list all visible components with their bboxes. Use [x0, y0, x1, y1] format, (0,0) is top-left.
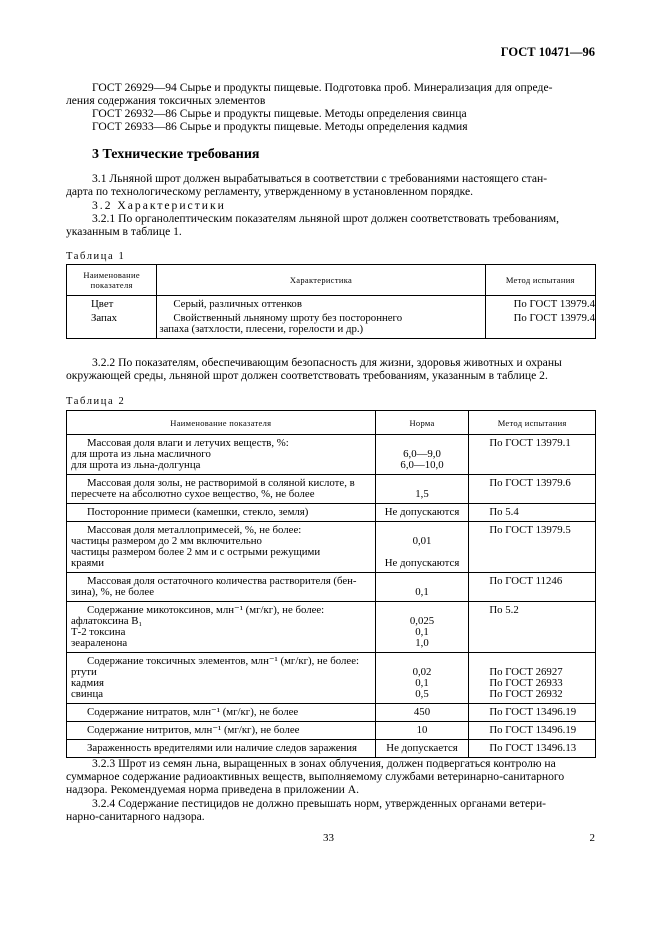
table2-row [67, 475, 596, 504]
table2-cell-norm [375, 722, 469, 740]
table2-cell-line: По ГОСТ 13496.19 [489, 724, 577, 736]
table2-cell-line: для шрота из льна-долгунца [71, 459, 201, 471]
table2-cell-line: По ГОСТ 13496.19 [489, 706, 577, 718]
table2-cell-line: зеараленона [71, 637, 128, 649]
section-title: 3 Технические требования [92, 147, 260, 162]
table2-cell-line [489, 616, 595, 627]
table2-cell-line: 0,01 [412, 535, 432, 547]
table2-cell-method [469, 573, 596, 602]
table2-cell-name [67, 722, 376, 740]
table2-cell-line [489, 627, 595, 638]
page-number: 33 [323, 832, 334, 844]
table2-cell-line: Содержание нитратов, млн⁻¹ (мг/кг), не более [87, 706, 299, 718]
table2-cell-line: пересчете на абсолютно сухое вещество, %, не более [71, 488, 315, 500]
table2-cell-line: зина), %, не более [71, 586, 154, 598]
table2-cell-line: Т-2 токсина [71, 626, 126, 638]
table2-cell-line [489, 587, 595, 598]
table2-cell-line: Массовая доля металлопримесей, %, не более: [87, 524, 302, 536]
paragraph-3-2-4: 3.2.4 Содержание пестицидов не должно превышать норм, утвержденных органами ветери- [92, 797, 547, 810]
table2-cell-line: Не допускаются [384, 557, 460, 569]
table2-cell-line [489, 536, 595, 547]
table2-cell-line: По ГОСТ 13979.5 [489, 524, 571, 536]
table2-cell-line [489, 449, 595, 460]
table2-cell-line: 0,1 [415, 626, 429, 638]
paragraph-3-2-1: 3.2.1 По органолептическим показателям льняной шрот должен соответствовать требованиям, [92, 212, 559, 225]
table2-cell-line: частицы размером до 2 мм включительно [71, 535, 262, 547]
paragraph-3-2-3: суммарное содержание радиоактивных веществ, выполняемому службами ветеринарно-санитарного [66, 770, 565, 783]
table2-cell-method [469, 522, 596, 573]
table2-cell-line: Содержание токсичных элементов, млн⁻¹ (мг/кг), не более: [87, 655, 359, 667]
table2-cell-method [469, 602, 596, 653]
table2-cell-method [469, 504, 596, 522]
table2-cell-line: Не допускается [386, 742, 458, 754]
table2-row [67, 522, 596, 573]
table2-cell-line: 1,0 [415, 637, 429, 649]
table2-cell-method [469, 740, 596, 758]
table2-cell-line: краями [71, 557, 105, 569]
table2-cell-line: По 5.2 [489, 604, 519, 616]
table2-cell-line: 0,1 [415, 586, 429, 598]
table2-cell-method [469, 435, 596, 475]
table2-row [67, 602, 596, 653]
table-2 [66, 410, 596, 758]
table1-cell-method: По ГОСТ 13979.4 [485, 296, 595, 311]
paragraph-3-2-4: нарно-санитарного надзора. [66, 810, 205, 823]
table2-cell-name [67, 653, 376, 704]
table2-row [67, 740, 596, 758]
ref-line: ГОСТ 26933—86 Сырье и продукты пищевые. Методы определения кадмия [92, 120, 468, 133]
table2-cell-line [489, 489, 595, 500]
table1-header-characteristic: Характеристика [157, 265, 485, 296]
table2-cell-line: частицы размером более 2 мм и с острыми режущими [71, 546, 321, 558]
table2-cell-line: По ГОСТ 13979.1 [489, 437, 571, 449]
paragraph-3-2-1: указанным в таблице 1. [66, 225, 182, 238]
table2-cell-name [67, 740, 376, 758]
paragraph-3-1: дарта по технологическому регламенту, утвержденному в установленном порядке. [66, 185, 474, 198]
table2-cell-line: По ГОСТ 26927 [489, 666, 563, 678]
table2-cell-line: По ГОСТ 11246 [489, 575, 563, 587]
table2-cell-line: По ГОСТ 13979.6 [489, 477, 571, 489]
table1-cell-value: Серый, различных оттенков [157, 296, 485, 311]
table2-cell-method [469, 653, 596, 704]
table2-cell-name [67, 573, 376, 602]
table2-cell-name [67, 602, 376, 653]
table2-cell-line: По ГОСТ 26932 [489, 688, 563, 700]
table2-cell-line [489, 558, 595, 569]
table2-cell-line: Посторонние примеси (камешки, стекло, земля) [87, 506, 309, 518]
table2-cell-line: афлатоксина B₁ [71, 615, 143, 627]
paragraph-3-2: 3.2 Характеристики [92, 199, 226, 212]
table2-cell-line: По 5.4 [489, 506, 519, 518]
table1-cell-name: Запах [67, 310, 157, 339]
table2-cell-line: 0,025 [409, 615, 435, 627]
table2-cell-norm [375, 653, 469, 704]
table2-cell-line: Содержание нитритов, млн⁻¹ (мг/кг), не более [87, 724, 300, 736]
table2-cell-line: По ГОСТ 26933 [489, 677, 563, 689]
table2-cell-norm [375, 504, 469, 522]
document-header: ГОСТ 10471—96 [500, 45, 595, 59]
ref-line: ГОСТ 26929—94 Сырье и продукты пищевые. Подготовка проб. Минерализация для опреде- [92, 81, 553, 94]
table2-cell-method [469, 704, 596, 722]
table2-header-method: Метод испытания [469, 411, 596, 435]
paragraph-3-2-3: надзора. Рекомендуемая норма приведена в приложении А. [66, 783, 359, 796]
table1-header-name: Наименование показателя [67, 265, 157, 296]
table2-cell-name [67, 504, 376, 522]
table2-cell-line [489, 460, 595, 471]
table2-cell-norm [375, 573, 469, 602]
table2-cell-line: 0,02 [412, 666, 432, 678]
table2-cell-norm [375, 602, 469, 653]
table2-cell-method [469, 475, 596, 504]
table2-cell-name [67, 522, 376, 573]
table2-cell-line: Массовая доля остаточного количества растворителя (бен- [87, 575, 357, 587]
table2-cell-line: Массовая доля золы, не растворимой в соляной кислоте, в [87, 477, 355, 489]
table2-row [67, 722, 596, 740]
table2-cell-line: 1,5 [415, 488, 429, 500]
table2-cell-line: Содержание микотоксинов, млн⁻¹ (мг/кг), не более: [87, 604, 325, 616]
table2-cell-line: 6,0—9,0 [403, 448, 441, 460]
table2-cell-line: ртути [71, 666, 97, 678]
table1-caption: Таблица 1 [66, 251, 126, 262]
table2-cell-line: 6,0—10,0 [400, 459, 444, 471]
table2-caption: Таблица 2 [66, 396, 126, 407]
table2-row [67, 435, 596, 475]
table2-row [67, 504, 596, 522]
table2-cell-line: для шрота из льна масличного [71, 448, 211, 460]
table2-cell-name [67, 435, 376, 475]
table2-cell-line: свинца [71, 688, 104, 700]
table2-header-name: Наименование показателя [67, 411, 376, 435]
table2-cell-line: 0,5 [415, 688, 429, 700]
table2-cell-line: 450 [413, 706, 431, 718]
table2-cell-line: Зараженность вредителями или наличие следов заражения [87, 742, 358, 754]
table2-cell-method [469, 722, 596, 740]
table1-cell-method: По ГОСТ 13979.4 [485, 310, 595, 339]
table2-cell-norm [375, 475, 469, 504]
table-1 [66, 264, 596, 339]
table2-cell-line: 10 [416, 724, 428, 736]
ref-line: ГОСТ 26932—86 Сырье и продукты пищевые. Методы определения свинца [92, 107, 467, 120]
table2-cell-line: кадмия [71, 677, 104, 689]
table2-cell-line: Массовая доля влаги и летучих веществ, %: [87, 437, 289, 449]
ref-line: ления содержания токсичных элементов [66, 94, 266, 107]
table2-cell-line [489, 547, 595, 558]
paragraph-3-1: 3.1 Льняной шрот должен вырабатываться в соответствии с требованиями настоящего стан- [92, 172, 548, 185]
table1-cell-value: Свойственный льняному шроту без постороннего запаха (затхлости, плесени, горелости и др.) [157, 310, 485, 339]
table2-cell-name [67, 475, 376, 504]
table2-cell-norm [375, 740, 469, 758]
table2-row [67, 653, 596, 704]
sheet-number: 2 [589, 832, 595, 844]
table2-row [67, 704, 596, 722]
table2-row [67, 573, 596, 602]
paragraph-3-2-3: 3.2.3 Шрот из семян льна, выращенных в зонах облучения, должен подвергаться контролю на [92, 757, 556, 770]
table2-cell-norm [375, 704, 469, 722]
table2-cell-norm [375, 522, 469, 573]
table2-cell-line: По ГОСТ 13496.13 [489, 742, 577, 754]
table2-cell-line: 0,1 [415, 677, 429, 689]
table2-cell-line: Не допускаются [384, 506, 460, 518]
table1-cell-name: Цвет [67, 296, 157, 311]
table1-header-method: Метод испытания [485, 265, 595, 296]
paragraph-3-2-2: окружающей среды, льняной шрот должен соответствовать требованиям, указанным в таблице 2. [66, 369, 548, 382]
table2-cell-name [67, 704, 376, 722]
table2-cell-norm [375, 435, 469, 475]
table2-cell-line [489, 638, 595, 649]
paragraph-3-2-2: 3.2.2 По показателям, обеспечивающим безопасность для жизни, здоровья животных и охраны [92, 356, 562, 369]
table2-header-norm: Норма [375, 411, 469, 435]
